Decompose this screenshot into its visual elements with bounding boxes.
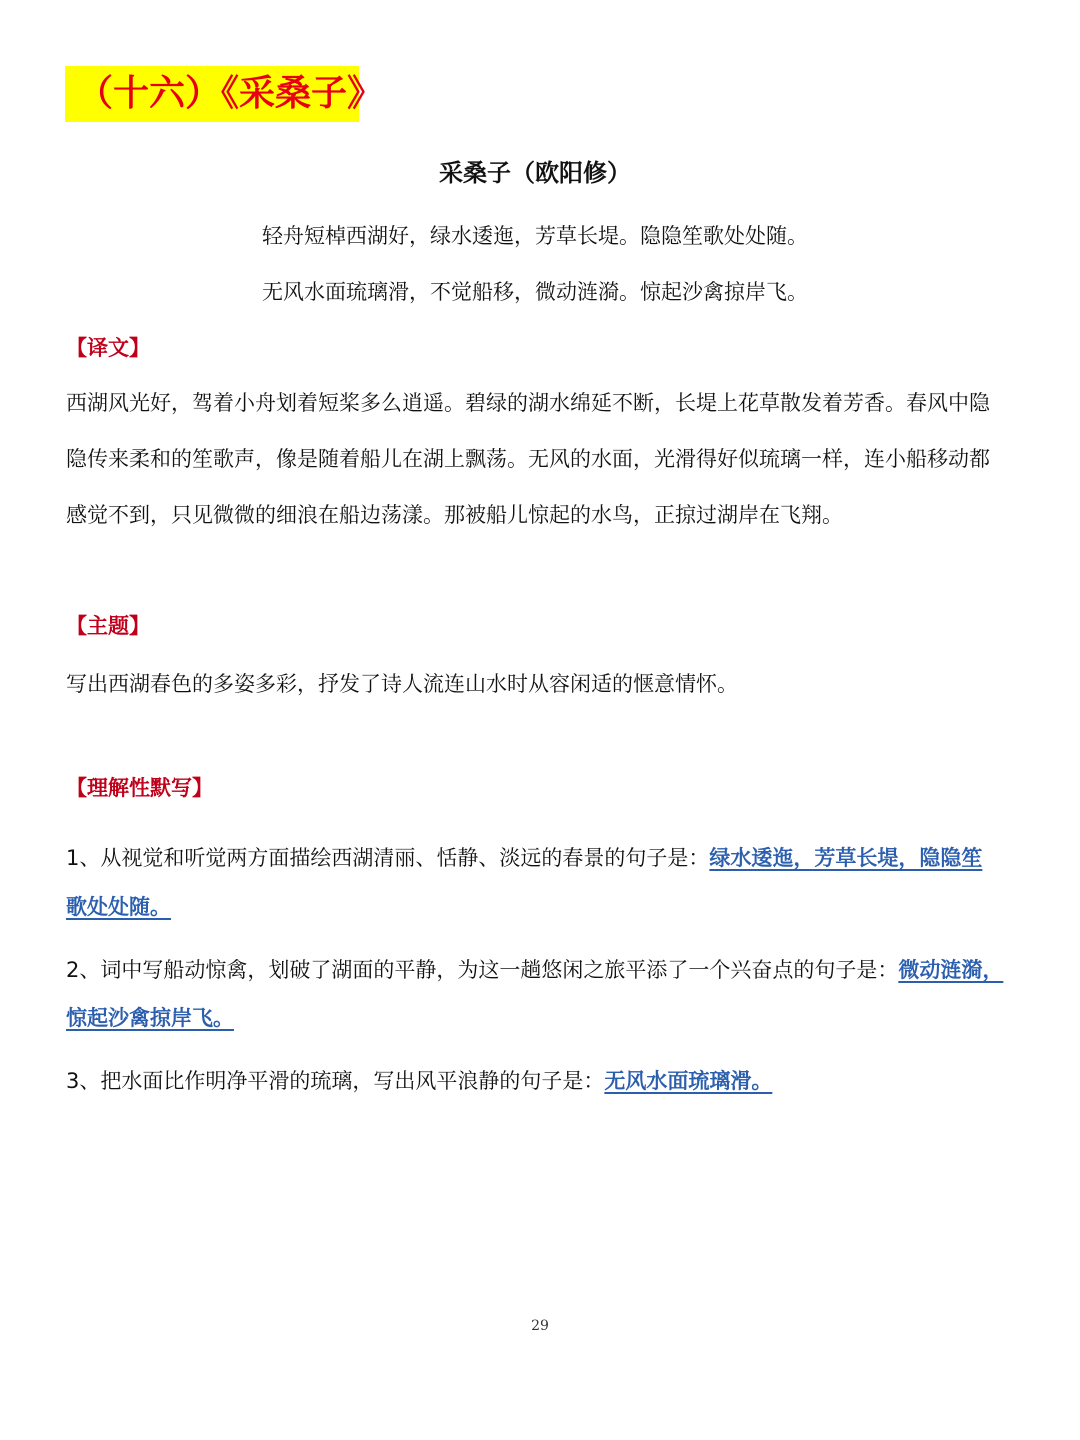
question-answer: 惊起沙禽掠岸飞。: [66, 1006, 234, 1030]
question-2-continued: [66, 1003, 246, 1033]
question-prompt: 1、从视觉和听觉两方面描绘西湖清丽、恬静、淡远的春景的句子是：: [66, 846, 710, 870]
question-3: [66, 1066, 784, 1096]
question-answer: 歌处处随。: [66, 895, 171, 919]
dictation-label: 【理解性默写】: [66, 776, 213, 800]
translation-line: 隐传来柔和的笙歌声，像是随着船儿在湖上飘荡。无风的水面，光滑得好似琉璃一样，连小船移动都: [66, 447, 990, 471]
question-1: [66, 843, 982, 873]
page-number: 29: [531, 1318, 549, 1334]
question-answer: 微动涟漪，: [898, 958, 1004, 982]
poem-line: 无风水面琉璃滑，不觉船移，微动涟漪。惊起沙禽掠岸飞。: [262, 280, 808, 304]
question-answer: 无风水面琉璃滑。: [604, 1069, 773, 1093]
question-prompt: 2、词中写船动惊禽，划破了湖面的平静，为这一趟悠闲之旅平添了一个兴奋点的句子是：: [66, 958, 899, 982]
section-heading-box: [65, 66, 384, 122]
question-2: [66, 955, 1003, 985]
translation-line: 感觉不到，只见微微的细浪在船边荡漾。那被船儿惊起的水鸟，正掠过湖岸在飞翔。: [66, 503, 843, 527]
question-prompt: 3、把水面比作明净平滑的琉璃，写出风平浪静的句子是：: [66, 1069, 605, 1093]
translation-label: 【译文】: [66, 336, 150, 360]
theme-text: 写出西湖春色的多姿多彩，抒发了诗人流连山水时从容闲适的惬意情怀。: [66, 672, 738, 696]
section-heading: （十六）《采桑子》: [77, 73, 384, 114]
poem-line: 轻舟短棹西湖好，绿水逶迤，芳草长堤。隐隐笙歌处处随。: [262, 224, 808, 248]
question-1-continued: [66, 892, 183, 922]
poem-title: 采桑子（欧阳修）: [439, 159, 631, 187]
theme-label: 【主题】: [66, 614, 150, 638]
question-answer: 绿水逶迤，芳草长堤，隐隐笙: [709, 846, 983, 870]
translation-line: 西湖风光好，驾着小舟划着短桨多么逍遥。碧绿的湖水绵延不断，长堤上花草散发着芳香。春风中隐: [66, 391, 990, 415]
